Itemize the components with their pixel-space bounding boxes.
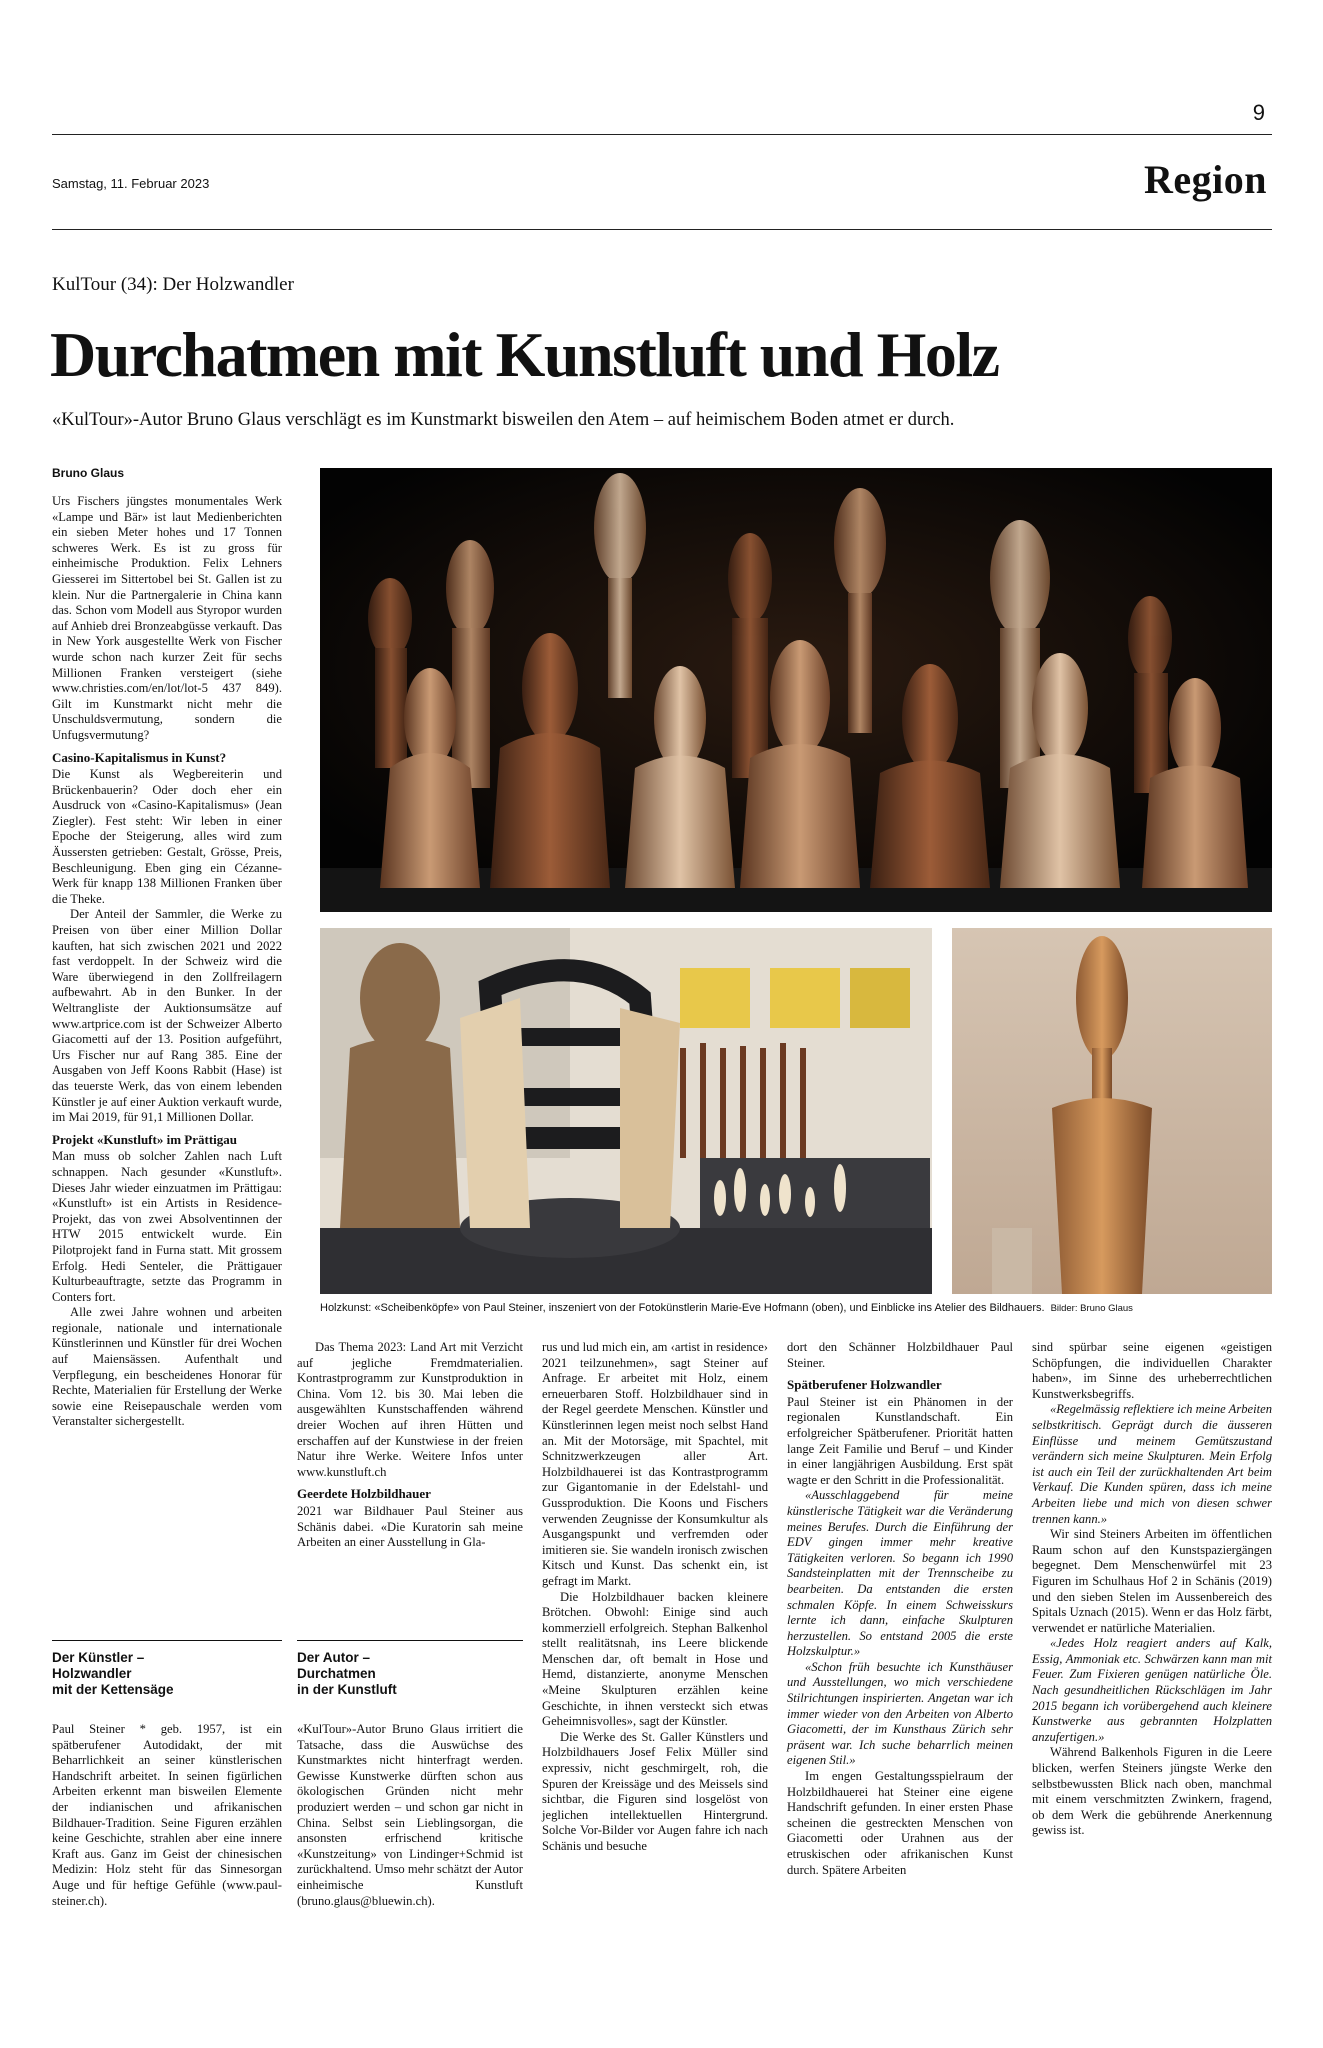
paragraph: Wir sind Steiners Arbeiten im öffentlichen Raum schon auf den Kunstspaziergängen begegnet. Dem Menschenwürfel mit 23 Figuren im Schulhaus Hof 2 in Schänis (2019) und den sieben Stelen im Aussenbereich des Spitals Uznach (2015). Wenn er das Holz färbt, verwendet er natürliche Materialien. [1032, 1527, 1272, 1635]
paragraph: Urs Fischers jüngstes monumentales Werk «Lampe und Bär» ist laut Medienberichten ein sieben Meter hohes und 17 Tonnen schweres Werk. Es ist zu gross für einheimische Produktion. Felix Lehners Giesserei im Sittertobel bei St. Gallen ist zu klein. Nur die Partnergalerie in China kann das. Schon vom Modell aus Styropor wurden auf Anhieb drei Bronzeabgüsse verkauft. Das in New York ausgestellte Werk von Fischer wurde schon nach kurzer Zeit für sechs Millionen Franken versteigert (siehe www.christies.com/en/lot/lot-5 437 849). Gilt im Kunstmarkt nicht mehr die Unschuldsvermutung, sondern die Unfugsvermutung? [52, 494, 282, 742]
issue-date: Samstag, 11. Februar 2023 [52, 176, 210, 191]
quote: «Ausschlaggebend für meine künstlerische Tätigkeit war die Veränderung meines Berufes. Durch die Einführung der EDV gingen immer mehr kreative Tätigkeiten verloren. So begann ich 1990 Sandsteinplatten mit der Trennscheibe zu bearbeiten. Da entstanden die ersten schmalen Köpfe. In einem Schweisskurs lernte ich dann, einfache Skulpturen herzustellen. So entstand 2005 die erste Holzskulptur.» [787, 1488, 1013, 1659]
paragraph: Paul Steiner ist ein Phänomen in der regionalen Kunstlandschaft. Ein erfolgreicher Spätberufener. Priorität hatten lange Zeit Familie und Beruf – und Kinder in einer langjährigen Ausbildung. Erst spät wagte er den Schritt in die Professionalität. [787, 1394, 1013, 1487]
subheading: Geerdete Holzbildhauer [297, 1486, 431, 1502]
paragraph: Paul Steiner * geb. 1957, ist ein spätberufener Autodidakt, der mit Beharrlichkeit an seiner künstlerischen Handschrift arbeitet. In seinen figürlichen Arbeiten erkennt man bisweilen Elemente der indianischen und afrikanischen Bildhauer-Tradition. Seine Figuren erzählen keine Geschichte, strahlen aber eine innere Kraft aus. Ganz im Geist der chinesischen Medizin: Holz steht für das Sinnesorgan Auge und für heftige Gefühle (www.paul-steiner.ch). [52, 1722, 282, 1908]
paragraph: rus und lud mich ein, am ‹artist in residence› 2021 teilzunehmen», sagt Steiner auf Anfrage. Er arbeitet mit Holz, einem erneuerbaren Stoff. Holzbildhauer sind in der Regel geerdete Menschen. Künstler und Künstlerinnen legen meist noch selbst Hand an. Mit der Motorsäge, mit Spachtel, mit Schnitzwerkzeugen aller Art. Holzbildhauerei ist das Kontrastprogramm zur Gigantomanie in der Edelstahl- und Gussproduktion. Die Koons und Fischers verwenden Zeugnisse der Konsumkultur als Ausgangspunkt und verfremden oder imitieren sie. Sie wandeln ironisch zwischen Kitsch und Kunst. Das schenkt ein, ist gefragt im Markt. [542, 1340, 768, 1588]
paragraph: dort den Schänner Holzbildhauer Paul Steiner. [787, 1340, 1013, 1370]
text-column-1 [52, 494, 282, 1624]
paragraph: Im engen Gestaltungsspielraum der Holzbildhauerei hat Steiner eine eigene Handschrift gefunden. In einer ersten Phase scheinen die gestreckten Menschen von Giacometti oder Urahnen aus der etruskischen oder afrikanischen Kunst durch. Spätere Arbeiten [787, 1769, 1013, 1877]
atelier-illustration [320, 928, 932, 1294]
article-lead: «KulTour»-Autor Bruno Glaus verschlägt es im Kunstmarkt bisweilen den Atem – auf heimischem Boden atmet er durch. [52, 410, 955, 430]
box-author-title: Der Autor – Durchatmen in der Kunstluft [297, 1650, 397, 1697]
subheading: Projekt «Kunstluft» im Prättigau [52, 1131, 237, 1147]
text-column-5 [1032, 1340, 1272, 1930]
article-headline: Durchatmen mit Kunstluft und Holz [50, 319, 999, 390]
text-column-4 [787, 1340, 1013, 1930]
box-author-rule [297, 1640, 523, 1641]
quote: «Regelmässig reflektiere ich meine Arbeiten selbstkritisch. Geprägt durch die äusseren Einflüsse und meinem Gemütszustand verändern sich meine Skulpturen. Mein Erfolg ist auch ein Teil der zurückhaltenden Art beim Verkauf. Die Kunden spüren, dass ich meine Arbeiten liebe und mich von diesen schwer trennen kann.» [1032, 1402, 1272, 1526]
article-kicker: KulTour (34): Der Holzwandler [52, 274, 294, 295]
paragraph: Die Werke des St. Galler Künstlers und Holzbildhauers Josef Felix Müller sind expressiv, nicht geschmirgelt, roh, die Spuren der Kreissäge und des Meissels sind sichtbar, die Figuren sind losgelöst von jeglichen intellektuellen Hintergrund. Solche Vor-Bilder vor Augen fahre ich nach Schänis und besuche [542, 1729, 768, 1853]
header-rule [52, 229, 1272, 230]
paragraph: «KulTour»-Autor Bruno Glaus irritiert die Tatsache, dass die Auswüchse des Kunstmarktes nicht hinterfragt werden. Gewisse Kunstwerke dürften schon aus ökologischen Gründen nicht mehr produziert werden – und schon gar nicht in China. Selbst sein Lieblingsorgan, die ansonsten erfrischend kritische «Kunstzeitung» von Lindinger+Schmid ist zurückhaltend. Umso mehr schätzt der Autor einheimische Kunstluft (bruno.glaus@bluewin.ch). [297, 1722, 523, 1908]
caption-text: Holzkunst: «Scheibenköpfe» von Paul Steiner, inszeniert von der Fotokünstlerin Marie-Eve Hofmann (oben), und Einblicke ins Atelier des Bildhauers. [320, 1302, 1045, 1314]
article-author: Bruno Glaus [52, 466, 125, 480]
photo-caption [320, 1302, 1133, 1314]
paragraph: Das Thema 2023: Land Art mit Verzicht auf jegliche Fremdmaterialien. Kontrastprogramm zur Kunstproduktion in China. Vom 12. bis 30. Mai leben die ausgewählten Kunstschaffenden während dreier Wochen auf ihren Hütten und erschaffen auf der Kunstwiese in der freien Natur ihre Werke. Weitere Infos unter www.kunstluft.ch [297, 1340, 523, 1479]
text-column-3 [542, 1340, 768, 1930]
paragraph: Während Balkenhols Figuren in die Leere blicken, werfen Steiners jüngste Werke den selbstbewussten Blick nach oben, manchmal mit einem verschmitzten Zwinkern, fragend, ob dem Werk die gebührende Anerkennung gewiss ist. [1032, 1745, 1272, 1838]
subheading: Casino-Kapitalismus in Kunst? [52, 749, 227, 765]
paragraph: Die Kunst als Wegbereiterin und Brückenbauerin? Oder doch eher ein Ausdruck von «Casino-Kapitalismus» (Jean Ziegler). Fest steht: Wir leben in einer Epoche der Steigerung, alles wird zum Äussersten getrieben: Gestalt, Grösse, Preis, Beschleunigung. Eben ging ein Cézanne-Werk für knapp 138 Millionen Franken über die Theke. [52, 767, 282, 906]
top-rule [52, 134, 1272, 135]
paragraph: Die Holzbildhauer backen kleinere Brötchen. Obwohl: Einige sind auch kommerziell erfolgreich. Stephan Balkenhol stellt realitätsnah, ins Leere blickende Menschen dar, oft bemalt in Hose und Hemd, distanzierte, anonyme Menschen «Meine Skulpturen erzählen keine Geschichte, in ihnen versteckt sich etwas Geheimnisvolles», sagt der Künstler. [542, 1589, 768, 1729]
paragraph: 2021 war Bildhauer Paul Steiner aus Schänis dabei. «Die Kuratorin sah meine Arbeiten an einer Ausstellung in Gla- [297, 1503, 523, 1550]
quote: «Schon früh besuchte ich Kunsthäuser und Ausstellungen, wo mich verschiedene Stilrichtungen inspirierten. Angetan war ich immer wieder von den Arbeiten von Alberto Giacometti, der im Kunsthaus Zürich sehr präsent war. Ich suche beharrlich meinen eigenen Stil.» [787, 1659, 1013, 1768]
box-artist-text [52, 1722, 282, 1909]
box-artist-title: Der Künstler – Holzwandler mit der Kettensäge [52, 1650, 174, 1697]
page-number: 9 [1252, 100, 1265, 125]
box-author-text [297, 1722, 523, 1909]
text-column-2 [297, 1340, 523, 1620]
subheading: Spätberufener Holzwandler [787, 1377, 942, 1393]
photo-sculptures-group [320, 468, 1272, 912]
quote: «Jedes Holz reagiert anders auf Kalk, Essig, Ammoniak etc. Schwärzen kann man mit Feuer. Zum Fixieren genügen natürliche Öle. Nach gesundheitlichen Rückschlägen im Jahr 2015 begann ich vorübergehend auch kleinere Kunstwerke aus gebrannten Holzplatten anzufertigen.» [1032, 1636, 1272, 1744]
sculptures-illustration [320, 468, 1272, 912]
photo-atelier [320, 928, 932, 1294]
paragraph: sind spürbar seine eigenen «geistigen Schöpfungen, die individuellen Charakter haben», im Sinne des urheberrechtlichen Kunstwerksbegriffs. [1032, 1340, 1272, 1401]
box-artist-rule [52, 1640, 282, 1641]
paragraph: Man muss ob solcher Zahlen nach Luft schnappen. Nach gesunder «Kunstluft». Dieses Jahr wieder einzuatmen im Prättigau: «Kunstluft» ist ein Artists in Residence-Projekt, das von zwei Absolventinnen der HTW 2015 entwickelt wurde. Ein Pilotprojekt fand in Furna statt. Mit grossem Erfolg. Hedi Senteler, die Prättigauer Kulturbeauftragte, setzte das Programm in Conters fort. [52, 1149, 282, 1304]
paragraph: Der Anteil der Sammler, die Werke zu Preisen von über einer Million Dollar kauften, hat sich zwischen 2021 und 2022 fast verdoppelt. In der Schweiz wird die Ware überwiegend in den Zollfreilagern aufbewahrt. Ab in den Bunker. In der Weltrangliste der Auktionsumsätze auf www.artprice.com ist der Schweizer Alberto Giacometti auf der 13. Position aufgeführt, Urs Fischer nur auf Rang 385. Eine der Ausgaben von Jeff Koons Rabbit (Hase) ist das teuerste Werk, das von einem lebenden Künstler je auf einer Auktion verkauft wurde, im Mai 2019, für 91,1 Millionen Dollar. [52, 907, 282, 1125]
section-title: Region [1144, 157, 1267, 202]
photo-credit: Bilder: Bruno Glaus [1050, 1303, 1133, 1314]
tall-figure-illustration [952, 928, 1272, 1294]
photo-tall-figure [952, 928, 1272, 1294]
paragraph: Alle zwei Jahre wohnen und arbeiten regionale, nationale und internationale Künstlerinnen und Künstler für drei Wochen auf Maiensässen. Aufenthalt und Verpflegung, ein bescheidenes Honorar für Rechte, Materialien für Erstellung der Werke sowie eine Reisepauschale werden vom Veranstalter sichergestellt. [52, 1305, 282, 1429]
